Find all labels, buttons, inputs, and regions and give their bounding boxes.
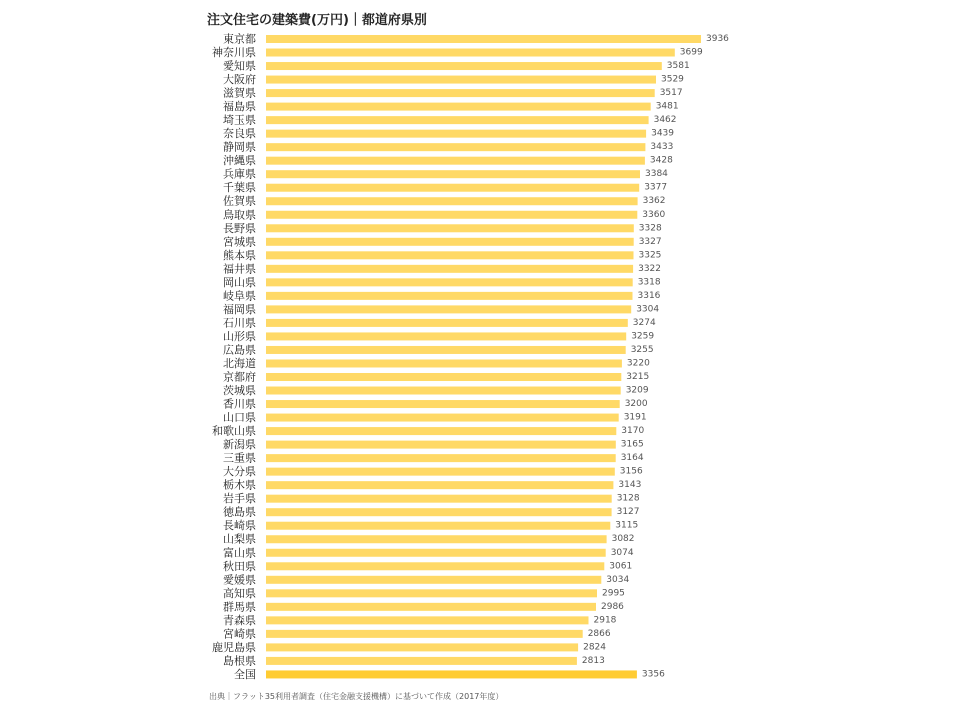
bar	[266, 549, 606, 557]
category-label: 岐阜県	[223, 289, 256, 303]
category-label: 神奈川県	[212, 46, 256, 60]
value-label: 3128	[616, 493, 640, 504]
category-label: 長野県	[223, 221, 256, 235]
value-label: 3215	[626, 372, 650, 382]
value-label: 3127	[616, 507, 640, 518]
bar	[266, 130, 646, 138]
value-label: 3255	[630, 344, 654, 355]
value-label: 3322	[638, 263, 662, 274]
category-label: 香川県	[223, 397, 256, 411]
bar	[266, 224, 634, 232]
bar	[266, 197, 638, 205]
bar	[266, 630, 583, 638]
bar	[266, 495, 612, 503]
value-label: 3327	[638, 236, 662, 247]
category-label: 兵庫県	[223, 167, 256, 181]
bar	[266, 414, 619, 422]
bar	[266, 278, 633, 286]
category-label: 高知県	[223, 586, 256, 600]
value-label: 3061	[609, 561, 633, 572]
category-label: 三重県	[223, 451, 256, 465]
category-label: 滋賀県	[223, 86, 256, 100]
bar	[266, 400, 620, 408]
category-label: 埼玉県	[223, 113, 256, 127]
category-label: 島根県	[223, 654, 256, 668]
value-label: 3082	[611, 534, 635, 545]
category-label: 茨城県	[223, 384, 256, 398]
chart-source: 出典｜フラット35利用者調査（住宅金融支援機構）に基づいて作成（2017年度）	[209, 692, 504, 701]
bar	[266, 616, 589, 624]
bar	[266, 468, 615, 476]
bar	[266, 454, 616, 462]
bar	[266, 238, 634, 246]
category-label: 沖縄県	[223, 154, 256, 168]
category-label: 福島県	[223, 100, 256, 114]
bar	[266, 319, 628, 327]
category-label: 全国	[234, 667, 256, 681]
value-label: 3164	[620, 453, 644, 464]
value-label: 3316	[637, 290, 661, 301]
value-label: 3209	[625, 385, 649, 396]
category-label: 広島県	[223, 343, 256, 357]
value-label: 2986	[601, 601, 624, 612]
chart-title: 注文住宅の建築費(万円)｜都道府県別	[207, 13, 427, 28]
value-label: 3384	[645, 169, 668, 180]
category-label: 佐賀県	[223, 194, 256, 208]
category-label: 大阪府	[223, 73, 256, 87]
bar	[266, 387, 621, 395]
bar	[266, 211, 637, 219]
bar	[266, 116, 649, 124]
value-label: 2866	[587, 628, 611, 639]
value-label: 3462	[653, 115, 677, 126]
category-label: 和歌山県	[212, 424, 256, 438]
category-label: 宮城県	[223, 235, 256, 249]
category-label: 富山県	[223, 546, 256, 560]
category-label: 栃木県	[223, 478, 256, 492]
bar	[266, 508, 612, 516]
category-label: 大分県	[223, 465, 256, 479]
bar	[266, 373, 621, 381]
value-label: 2918	[593, 615, 617, 626]
value-label: 3304	[636, 304, 660, 315]
value-label: 2824	[583, 642, 607, 653]
bar	[266, 76, 656, 84]
value-label: 3034	[606, 574, 630, 585]
bar	[266, 657, 577, 665]
category-label: 長崎県	[223, 519, 256, 533]
category-label: 岩手県	[223, 492, 256, 506]
category-label: 鹿児島県	[212, 640, 256, 654]
category-label: 奈良県	[223, 127, 256, 141]
value-label: 3439	[651, 128, 675, 139]
value-label: 3328	[638, 223, 662, 234]
category-label: 宮崎県	[223, 627, 256, 641]
category-label: 北海道	[223, 356, 256, 370]
bar	[266, 251, 634, 259]
value-label: 3170	[621, 426, 645, 437]
bar	[266, 332, 626, 340]
category-label: 山口県	[223, 411, 256, 425]
category-label: 静岡県	[223, 140, 256, 154]
bar	[266, 603, 596, 611]
bar	[266, 157, 645, 165]
bar	[266, 49, 675, 57]
value-label: 3259	[631, 331, 655, 342]
bars	[266, 35, 701, 678]
category-label: 京都府	[223, 370, 256, 384]
category-label: 千葉県	[223, 181, 256, 195]
value-label: 3517	[659, 88, 683, 99]
value-label: 3220	[626, 358, 650, 369]
value-label: 3074	[610, 547, 634, 558]
value-label: 3356	[641, 669, 665, 680]
bar-national	[266, 670, 637, 678]
value-label: 3318	[637, 277, 661, 288]
category-label: 愛知県	[223, 59, 256, 73]
value-label: 3362	[642, 196, 666, 207]
bar	[266, 103, 651, 111]
category-label: 秋田県	[223, 559, 256, 573]
category-label: 福井県	[223, 262, 256, 276]
value-label: 3191	[623, 412, 647, 423]
category-label: 群馬県	[223, 600, 256, 614]
value-label: 2813	[581, 655, 605, 666]
bar	[266, 265, 633, 273]
value-label: 3428	[649, 155, 673, 166]
value-label: 3200	[624, 399, 648, 410]
category-label: 熊本県	[223, 248, 256, 262]
bar	[266, 170, 640, 178]
value-label: 2995	[602, 588, 625, 599]
bar	[266, 89, 655, 97]
bar	[266, 522, 610, 530]
category-label: 山形県	[223, 329, 256, 343]
bar	[266, 589, 597, 597]
value-label: 3377	[644, 182, 668, 193]
bar	[266, 481, 613, 489]
value-label: 3936	[706, 34, 729, 44]
value-label: 3143	[618, 480, 642, 491]
category-label: 山梨県	[223, 532, 256, 546]
category-label: 岡山県	[223, 275, 256, 289]
category-labels	[212, 32, 256, 681]
category-label: 徳島県	[223, 505, 256, 519]
value-label: 3433	[650, 142, 674, 153]
bar	[266, 35, 701, 43]
category-label: 愛媛県	[223, 573, 256, 587]
category-label: 東京都	[223, 32, 256, 46]
bar	[266, 62, 662, 70]
value-label: 3529	[661, 74, 684, 85]
value-label: 3581	[666, 61, 690, 72]
bar	[266, 346, 626, 354]
category-label: 鳥取県	[223, 208, 256, 222]
bar	[266, 184, 639, 192]
bar	[266, 535, 607, 543]
bar	[266, 562, 604, 570]
bar	[266, 441, 616, 449]
category-label: 福岡県	[223, 302, 256, 316]
category-label: 石川県	[223, 316, 256, 330]
bar	[266, 643, 578, 651]
value-label: 3481	[655, 101, 679, 112]
value-label: 3165	[620, 439, 644, 450]
bar	[266, 427, 616, 435]
value-label: 3360	[642, 209, 666, 220]
value-label: 3274	[632, 317, 656, 328]
value-label: 3156	[619, 466, 643, 477]
bar	[266, 143, 645, 151]
category-label: 青森県	[223, 613, 256, 627]
value-label: 3325	[638, 250, 662, 261]
category-label: 新潟県	[223, 438, 256, 452]
bar	[266, 292, 633, 300]
value-label: 3699	[679, 47, 703, 58]
bar	[266, 305, 631, 313]
bar	[266, 359, 622, 367]
value-label: 3115	[615, 520, 639, 531]
bar	[266, 576, 601, 584]
